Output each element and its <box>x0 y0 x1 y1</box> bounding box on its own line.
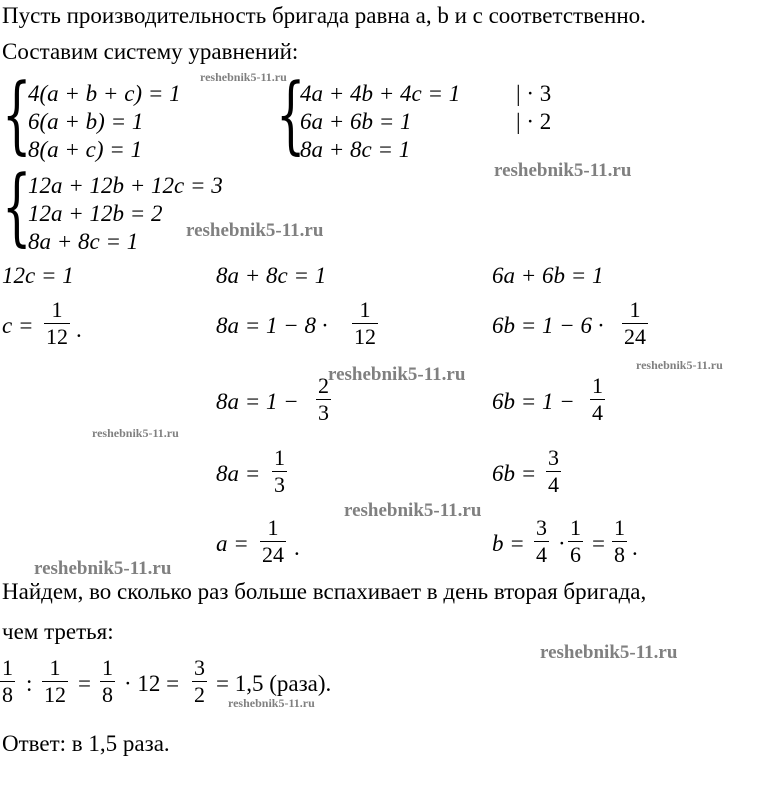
col3-row-4-left: 6b = <box>492 461 537 486</box>
system-1-eq-2: 6(a + b) = 1 <box>28 109 144 134</box>
watermark: reshebnik5-11.ru <box>228 696 315 710</box>
system-2-eq-1: 4a + 4b + 4c = 1 <box>300 81 461 106</box>
question-line-1: Найдем, во сколько раз больше вспахивает в день вторая бригада, <box>2 579 647 604</box>
col3-row-5-fraction-2 <box>568 516 583 567</box>
final-tail: = 1,5 (раза). <box>216 671 332 696</box>
col3-row-2-fraction <box>622 298 648 349</box>
watermark: reshebnik5-11.ru <box>186 220 324 241</box>
fraction-numerator: 1 <box>592 373 603 398</box>
watermark: reshebnik5-11.ru <box>344 500 482 521</box>
col3-row-4-fraction <box>546 446 561 497</box>
fraction-denominator: 12 <box>44 682 66 707</box>
col3-row-1: 6a + 6b = 1 <box>492 263 604 288</box>
fraction-denominator: 3 <box>318 400 329 425</box>
fraction-denominator: 8 <box>614 542 625 567</box>
system-3-brace: { <box>2 157 32 255</box>
fraction-numerator: 3 <box>548 445 559 470</box>
col1-row-2-end: . <box>76 317 82 342</box>
watermark: reshebnik5-11.ru <box>200 70 287 84</box>
col1-row-2-fraction <box>44 298 70 349</box>
system-1-eq-1: 4(a + b + c) = 1 <box>28 81 181 106</box>
fraction-numerator: 1 <box>274 445 285 470</box>
col2-row-2-left: 8a = 1 − 8 · <box>216 313 328 338</box>
system-2-eq-2: 6a + 6b = 1 <box>300 109 412 134</box>
col3-row-5-fraction-1 <box>534 516 549 567</box>
system-3-eq-2: 12a + 12b = 2 <box>28 201 163 226</box>
col3-row-3-left: 6b = 1 − <box>492 389 575 414</box>
fraction-numerator: 1 <box>51 297 63 322</box>
fraction-denominator: 6 <box>570 542 581 567</box>
fraction-denominator: 12 <box>354 324 376 349</box>
intro-line-1: Пусть производительность бригада равна a, b и c соответственно. <box>2 3 646 28</box>
fraction-denominator: 12 <box>46 324 68 349</box>
system-1-eq-3: 8(a + c) = 1 <box>28 137 143 162</box>
system-1-brace: { <box>2 65 32 163</box>
system-2-brace: { <box>276 65 306 163</box>
col2-row-2-fraction <box>352 298 378 349</box>
system-3-eq-1: 12a + 12b + 12c = 3 <box>28 173 223 198</box>
fraction-numerator: 3 <box>194 655 205 680</box>
fraction-denominator: 24 <box>624 324 646 349</box>
col2-row-1: 8a + 8c = 1 <box>216 263 327 288</box>
system-2-eq-3: 8a + 8c = 1 <box>300 137 411 162</box>
col3-row-5-end: . <box>632 535 638 560</box>
fraction-numerator: 1 <box>359 297 371 322</box>
question-line-2: чем третья: <box>2 619 114 644</box>
col3-row-3-fraction <box>590 374 605 425</box>
multiplier-3: | · 3 <box>516 81 552 106</box>
col2-row-5-left: a = <box>216 531 249 556</box>
fraction-denominator: 4 <box>548 472 559 497</box>
final-colon: : <box>26 671 33 696</box>
final-fraction-2 <box>42 656 68 707</box>
col1-row-2-left: c = <box>2 313 34 338</box>
watermark: reshebnik5-11.ru <box>92 426 179 440</box>
col3-row-5-fraction-3 <box>612 516 627 567</box>
fraction-denominator: 8 <box>102 682 113 707</box>
fraction-denominator: 3 <box>274 472 285 497</box>
fraction-numerator: 1 <box>614 515 625 540</box>
intro-line-2: Составим систему уравнений: <box>2 39 299 64</box>
multiplier-2: | · 2 <box>516 109 552 134</box>
col2-row-3-left: 8a = 1 − <box>216 389 299 414</box>
fraction-denominator: 4 <box>592 400 603 425</box>
watermark: reshebnik5-11.ru <box>328 364 466 385</box>
fraction-numerator: 2 <box>318 373 329 398</box>
col2-row-5-fraction <box>260 516 286 567</box>
system-3-eq-3: 8a + 8c = 1 <box>28 229 139 254</box>
final-fraction-4 <box>192 656 207 707</box>
col2-row-4-fraction <box>272 446 287 497</box>
fraction-denominator: 24 <box>262 542 284 567</box>
fraction-numerator: 1 <box>267 515 279 540</box>
fraction-numerator: 1 <box>2 655 13 680</box>
watermark: reshebnik5-11.ru <box>494 160 632 181</box>
final-eq-1: = <box>78 671 91 696</box>
col2-row-5-end: . <box>294 535 300 560</box>
fraction-denominator: 8 <box>2 682 13 707</box>
fraction-denominator: 4 <box>536 542 547 567</box>
fraction-denominator: 2 <box>194 682 205 707</box>
answer: Ответ: в 1,5 раза. <box>2 731 170 756</box>
fraction-numerator: 1 <box>102 655 113 680</box>
fraction-numerator: 1 <box>570 515 581 540</box>
fraction-numerator: 1 <box>49 655 61 680</box>
watermark: reshebnik5-11.ru <box>540 642 678 663</box>
col3-row-5-eq: = <box>592 531 605 556</box>
final-mul: · 12 = <box>124 671 180 696</box>
col1-row-1: 12c = 1 <box>2 263 74 288</box>
final-fraction-1 <box>0 656 15 707</box>
watermark: reshebnik5-11.ru <box>34 558 172 579</box>
fraction-numerator: 3 <box>536 515 547 540</box>
col2-row-4-left: 8a = <box>216 461 261 486</box>
col3-row-2-left: 6b = 1 − 6 · <box>492 313 604 338</box>
watermark: reshebnik5-11.ru <box>636 358 723 372</box>
col3-row-5-left: b = <box>492 531 525 556</box>
fraction-numerator: 1 <box>629 297 641 322</box>
final-fraction-3 <box>100 656 115 707</box>
col3-row-5-dot: · <box>558 531 566 556</box>
